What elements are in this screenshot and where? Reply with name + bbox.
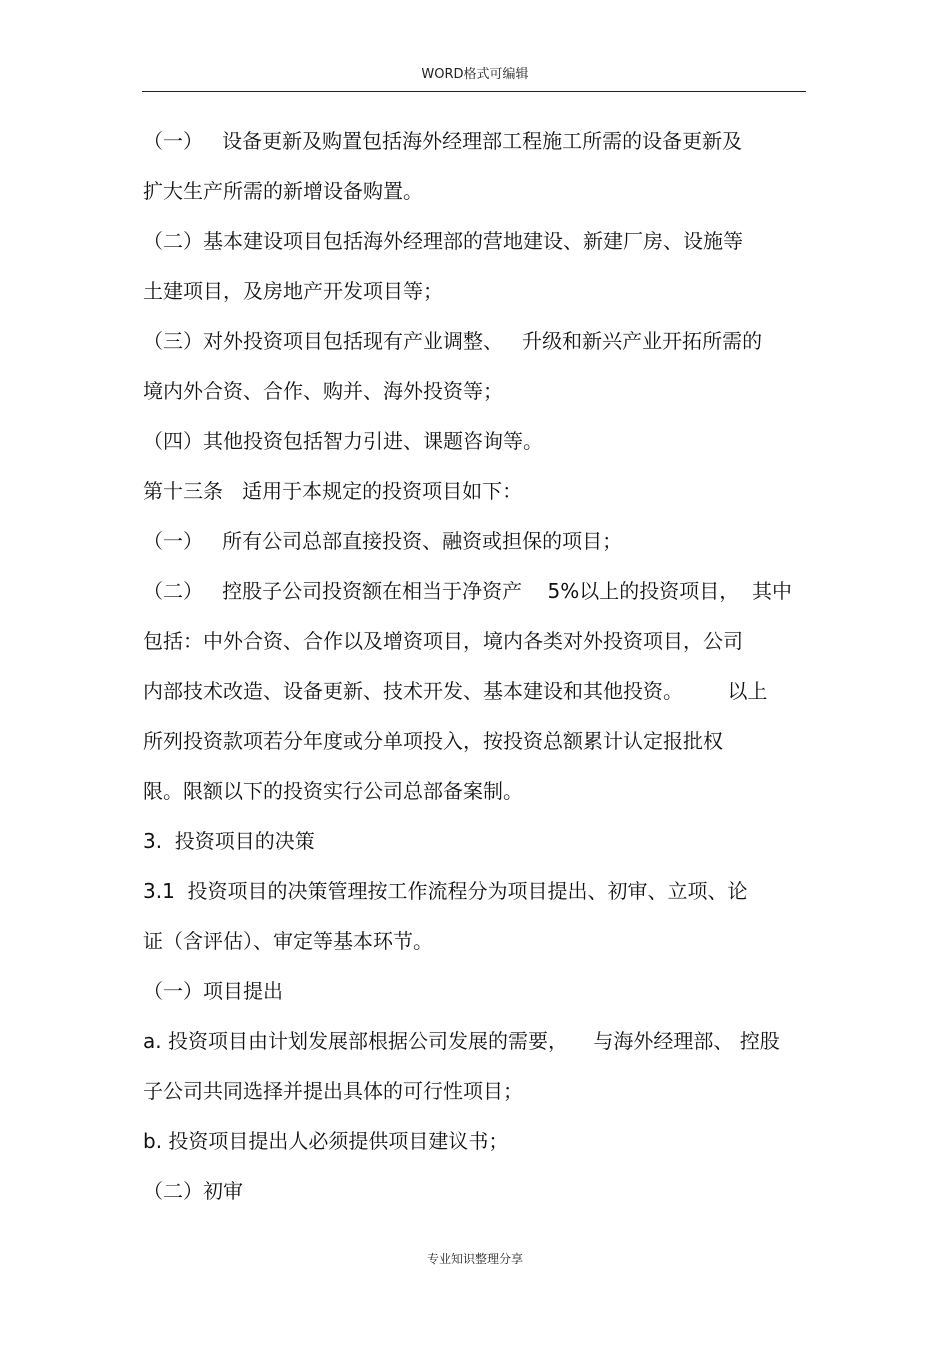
page-footer: 专业知识整理分享 [426,1252,523,1266]
subsection-heading: （二）初审 [143,1179,243,1203]
body-line-17: 证（含评估）、审定等基本环节。 [143,929,433,953]
body-line-7: （四）其他投资包括智力引进、课题咨询等。 [143,429,543,453]
subsection-heading: （一）项目提出 [143,979,283,1003]
body-line-12: 内部技术改造、设备更新、技术开发、基本建设和其他投资。 以上 [143,679,768,703]
body-line-2: 扩大生产所需的新增设备购置。 [143,179,423,203]
body-line-21: b. 投资项目提出人必须提供项目建议书； [143,1129,509,1153]
body-line-4: 土建项目，及房地产开发项目等； [143,279,443,303]
body-line-6: 境内外合资、合作、购并、海外投资等； [143,379,503,403]
body-line-9: （一） 所有公司总部直接投资、融资或担保的项目； [143,529,623,553]
article-heading: 第十三条 适用于本规定的投资项目如下： [143,479,523,503]
header-divider [142,91,806,92]
body-line-3: （二）基本建设项目包括海外经理部的营地建设、新建厂房、设施等 [143,229,743,253]
page-header: WORD格式可编辑 [421,67,529,82]
body-line-1: （一） 设备更新及购置包括海外经理部工程施工所需的设备更新及 [143,129,743,153]
body-line-13: 所列投资款项若分年度或分单项投入，按投资总额累计认定报批权 [143,729,723,753]
body-line-10: （二） 控股子公司投资额在相当于净资产 5%以上的投资项目， 其中 [143,579,792,603]
body-line-19: a. 投资项目由计划发展部根据公司发展的需要， 与海外经理部、 控股 [143,1029,780,1053]
body-line-14: 限。限额以下的投资实行公司总部备案制。 [143,779,523,803]
body-line-5: （三）对外投资项目包括现有产业调整、 升级和新兴产业开拓所需的 [143,329,763,353]
body-line-11: 包括：中外合资、合作以及增资项目，境内各类对外投资项目，公司 [143,629,743,653]
body-line-20: 子公司共同选择并提出具体的可行性项目； [143,1079,523,1103]
document-body [143,116,813,1216]
body-line-16: 3.1 投资项目的决策管理按工作流程分为项目提出、初审、立项、论 [143,879,748,903]
section-heading: 3. 投资项目的决策 [143,829,315,853]
